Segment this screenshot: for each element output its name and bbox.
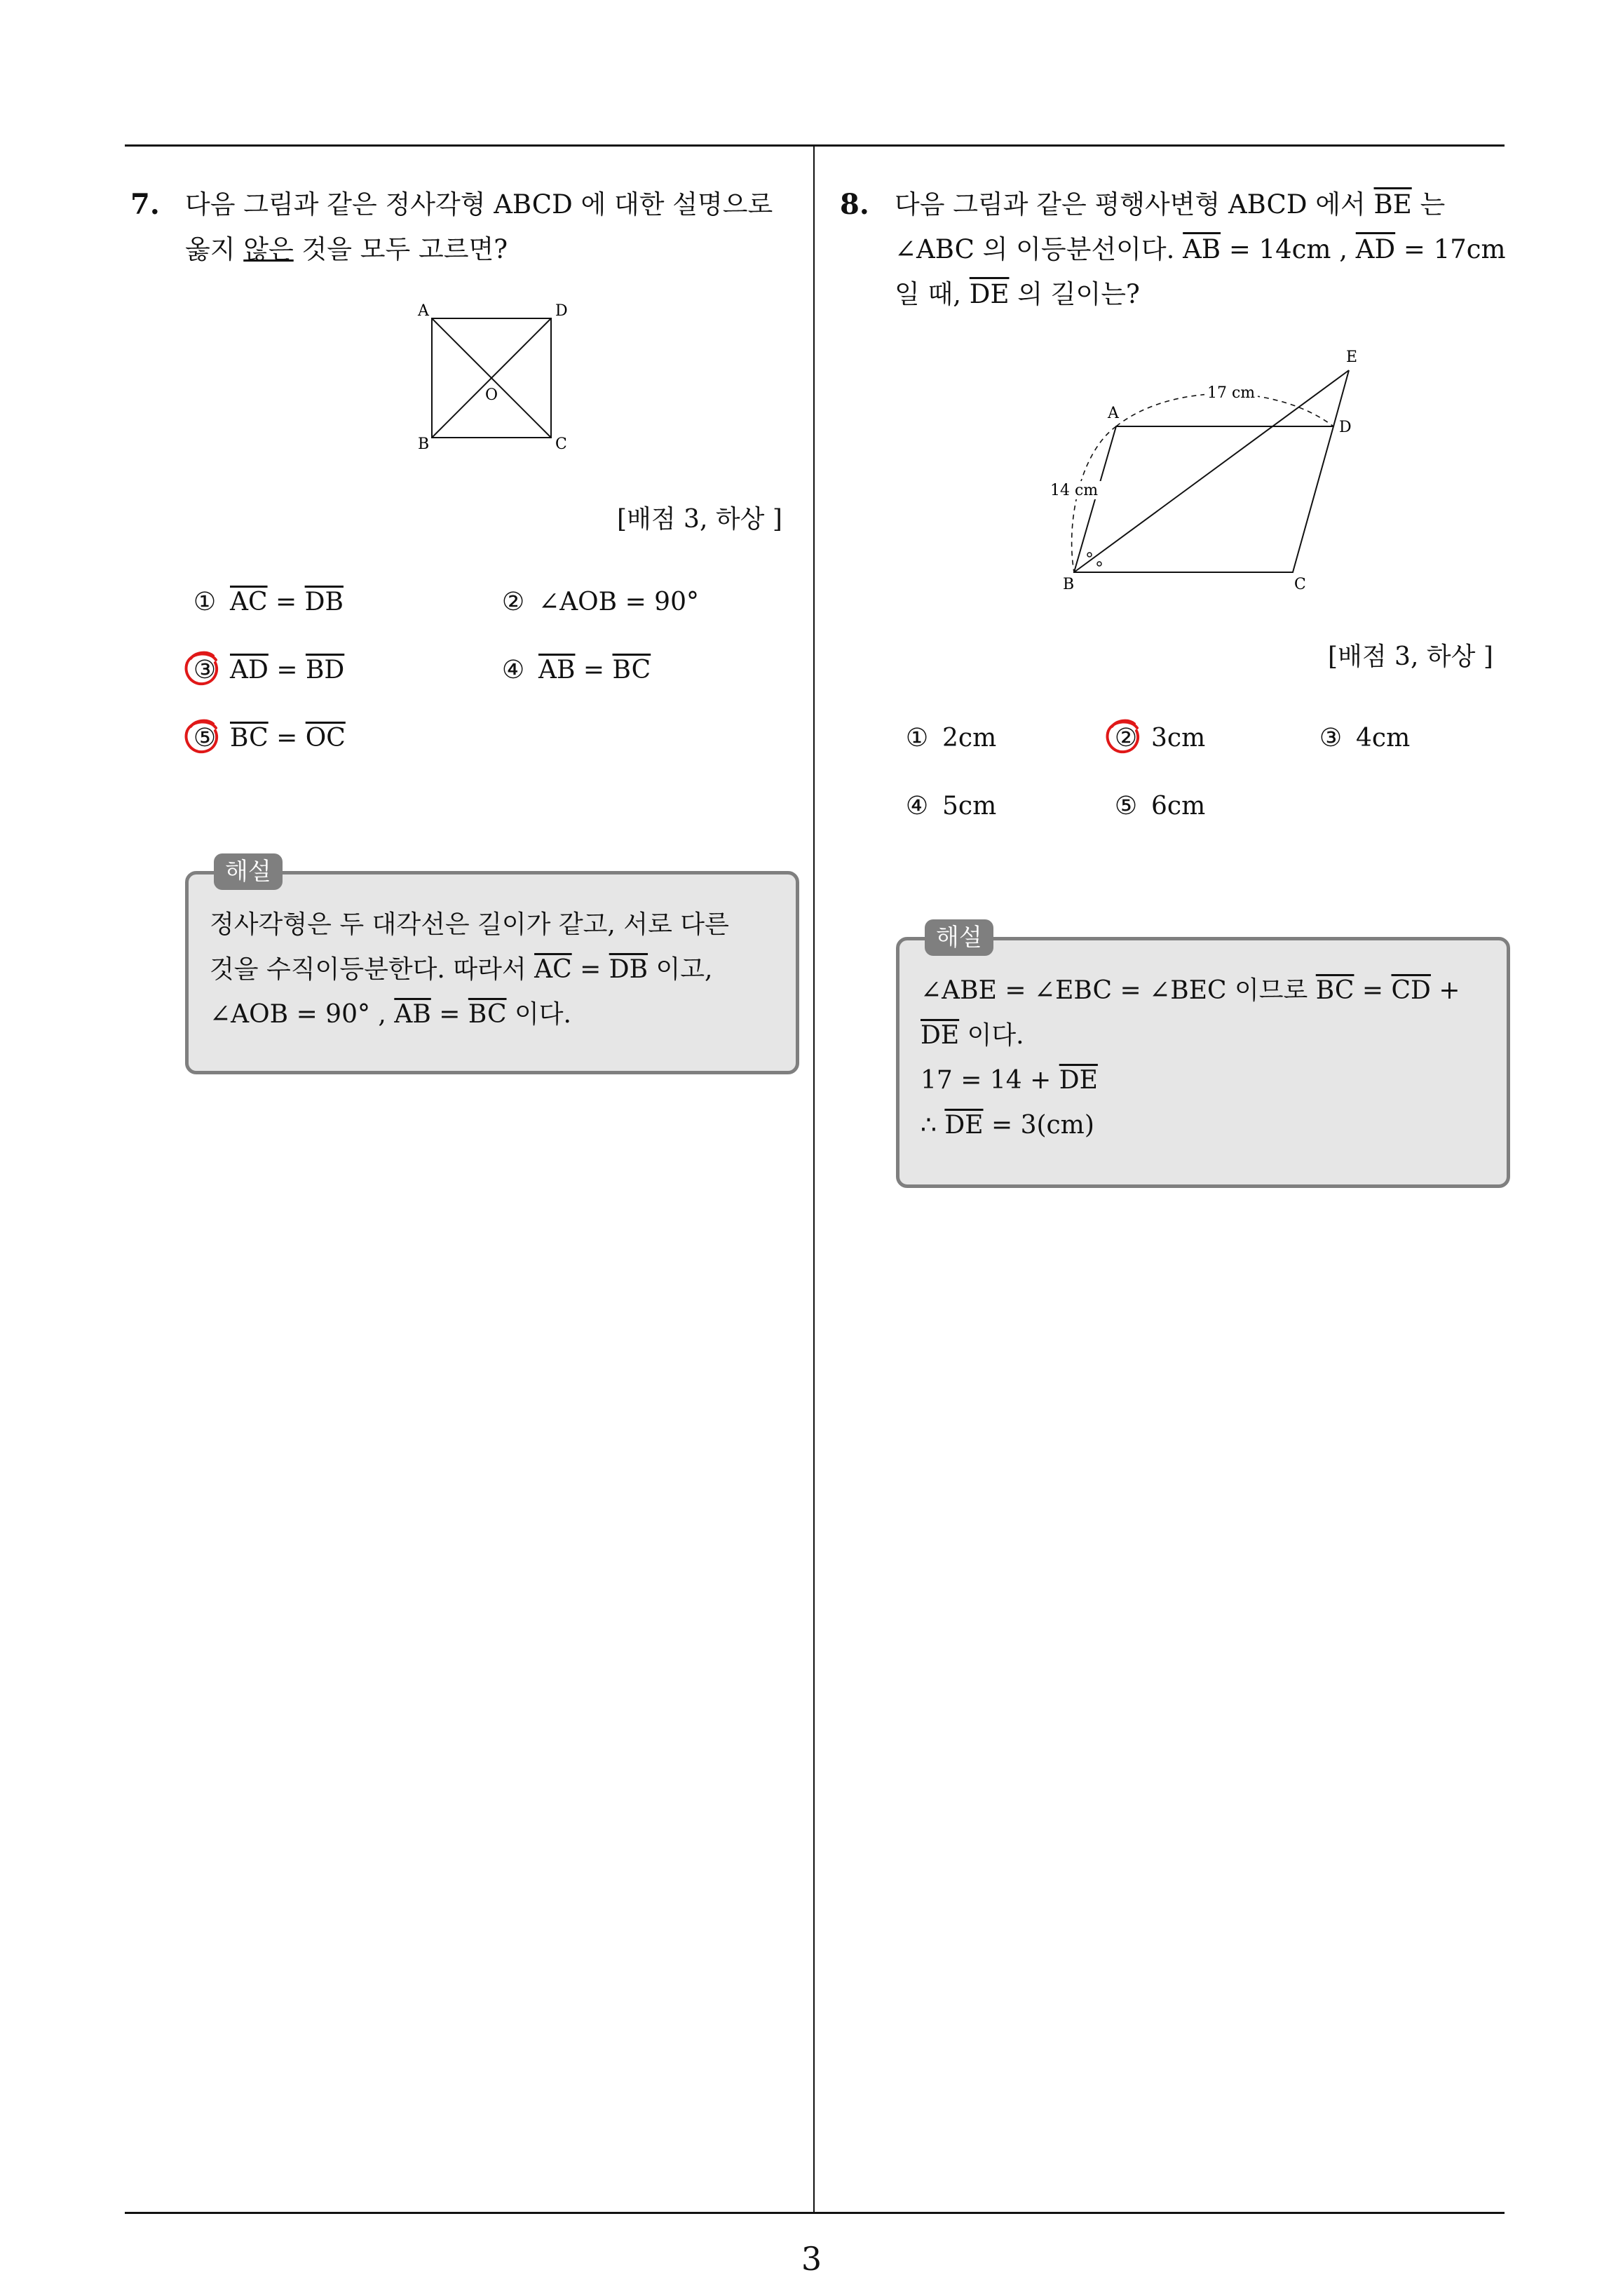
score-q7: [배점 3, 하상 ] bbox=[617, 505, 782, 534]
question-number: 8. bbox=[840, 188, 869, 221]
angle-mark-2 bbox=[1097, 562, 1101, 566]
choice-number: ③ bbox=[1319, 724, 1343, 752]
label-a: A bbox=[418, 302, 429, 320]
question-number: 7. bbox=[130, 188, 160, 221]
choice-number: ③ bbox=[189, 656, 220, 684]
choice-number: ⑤ bbox=[1114, 792, 1138, 821]
choice-number: ② bbox=[1111, 724, 1141, 752]
choice-q7-3[interactable]: ③ $\overline{AD}$ = $\overline{BD}$ bbox=[189, 656, 344, 684]
parallelogram-abcd bbox=[1074, 426, 1333, 572]
label-b: B bbox=[1063, 576, 1075, 593]
question-8 bbox=[840, 182, 1514, 317]
question-text: 다음 그림과 같은 평행사변형 ABCD 에서 $\overline{BE}$ 는 ∠ABC 의 이등분선이다. $\overline{AB} = 14cm$ , $\overline{AD} = 17cm$ 일 때, $\overline{DE}$ 의 길이는? bbox=[895, 189, 1506, 309]
label-e: E bbox=[1346, 349, 1358, 366]
label-o: O bbox=[485, 386, 498, 404]
solution-tab: 해설 bbox=[925, 919, 993, 956]
choice-q7-2[interactable]: ② ∠AOB = 90° bbox=[498, 588, 699, 616]
label-ab-length: 14 cm bbox=[1050, 482, 1099, 499]
choice-number: ④ bbox=[905, 792, 929, 821]
score-q8: [배점 3, 하상 ] bbox=[1328, 642, 1493, 671]
choice-q8-3[interactable]: ③ 4cm bbox=[1315, 724, 1410, 752]
solution-box-q7: 해설 정사각형은 두 대각선은 길이가 같고, 서로 다른 것을 수직이등분한다. 따라서 $\overline{AC} = \overline{DB}$ 이고, ∠AOB = 90° , $\overline{AB} = \overline{BC}$ 이다. bbox=[185, 871, 799, 1074]
angle-mark-1 bbox=[1087, 553, 1092, 557]
choice-number: ⑤ bbox=[189, 724, 220, 752]
bottom-rule bbox=[125, 2212, 1505, 2214]
solution-box-q8: 해설 ∠ABE = ∠EBC = ∠BEC 이므로 $\overline{BC} = \overline{CD}$ + $\overline{DE}$ 이다. $17 = 14 + \overline{DE}$ ∴ $\overline{DE} = 3(cm)$ bbox=[896, 937, 1510, 1188]
choice-number: ② bbox=[501, 588, 525, 616]
label-d: D bbox=[1339, 419, 1352, 436]
choice-number: ① bbox=[905, 724, 929, 752]
top-rule bbox=[125, 144, 1505, 147]
choice-q8-2[interactable]: ② 3cm bbox=[1111, 724, 1205, 752]
choice-number: ① bbox=[193, 588, 217, 616]
question-text: 다음 그림과 같은 정사각형 ABCD 에 대한 설명으로 옳지 않은 것을 모두 고르면? bbox=[185, 189, 773, 264]
label-d: D bbox=[555, 302, 568, 320]
choice-q8-4[interactable]: ④ 5cm bbox=[902, 792, 996, 821]
choice-q8-5[interactable]: ⑤ 6cm bbox=[1111, 792, 1205, 821]
parallelogram-figure bbox=[1038, 341, 1374, 593]
choice-q7-5[interactable]: ⑤ $\overline{BC}$ = $\overline{OC}$ bbox=[189, 724, 346, 752]
underlined-not: 않은 bbox=[243, 234, 294, 264]
label-c: C bbox=[555, 435, 567, 453]
choice-q8-1[interactable]: ① 2cm bbox=[902, 724, 996, 752]
label-c: C bbox=[1294, 576, 1306, 593]
choice-q7-1[interactable]: ① $\overline{AC}$ = $\overline{DB}$ bbox=[189, 588, 344, 616]
square-figure bbox=[412, 299, 573, 453]
choice-q7-4[interactable]: ④ $\overline{AB}$ = $\overline{BC}$ bbox=[498, 656, 651, 684]
choice-number: ④ bbox=[501, 656, 525, 684]
label-a: A bbox=[1108, 405, 1119, 422]
extension-de bbox=[1333, 370, 1349, 426]
label-b: B bbox=[418, 435, 430, 453]
solution-tab: 해설 bbox=[214, 853, 283, 890]
column-divider bbox=[813, 144, 815, 2213]
page-number: 3 bbox=[801, 2240, 822, 2278]
label-ad-length: 17 cm bbox=[1207, 384, 1256, 402]
question-7 bbox=[130, 182, 802, 272]
